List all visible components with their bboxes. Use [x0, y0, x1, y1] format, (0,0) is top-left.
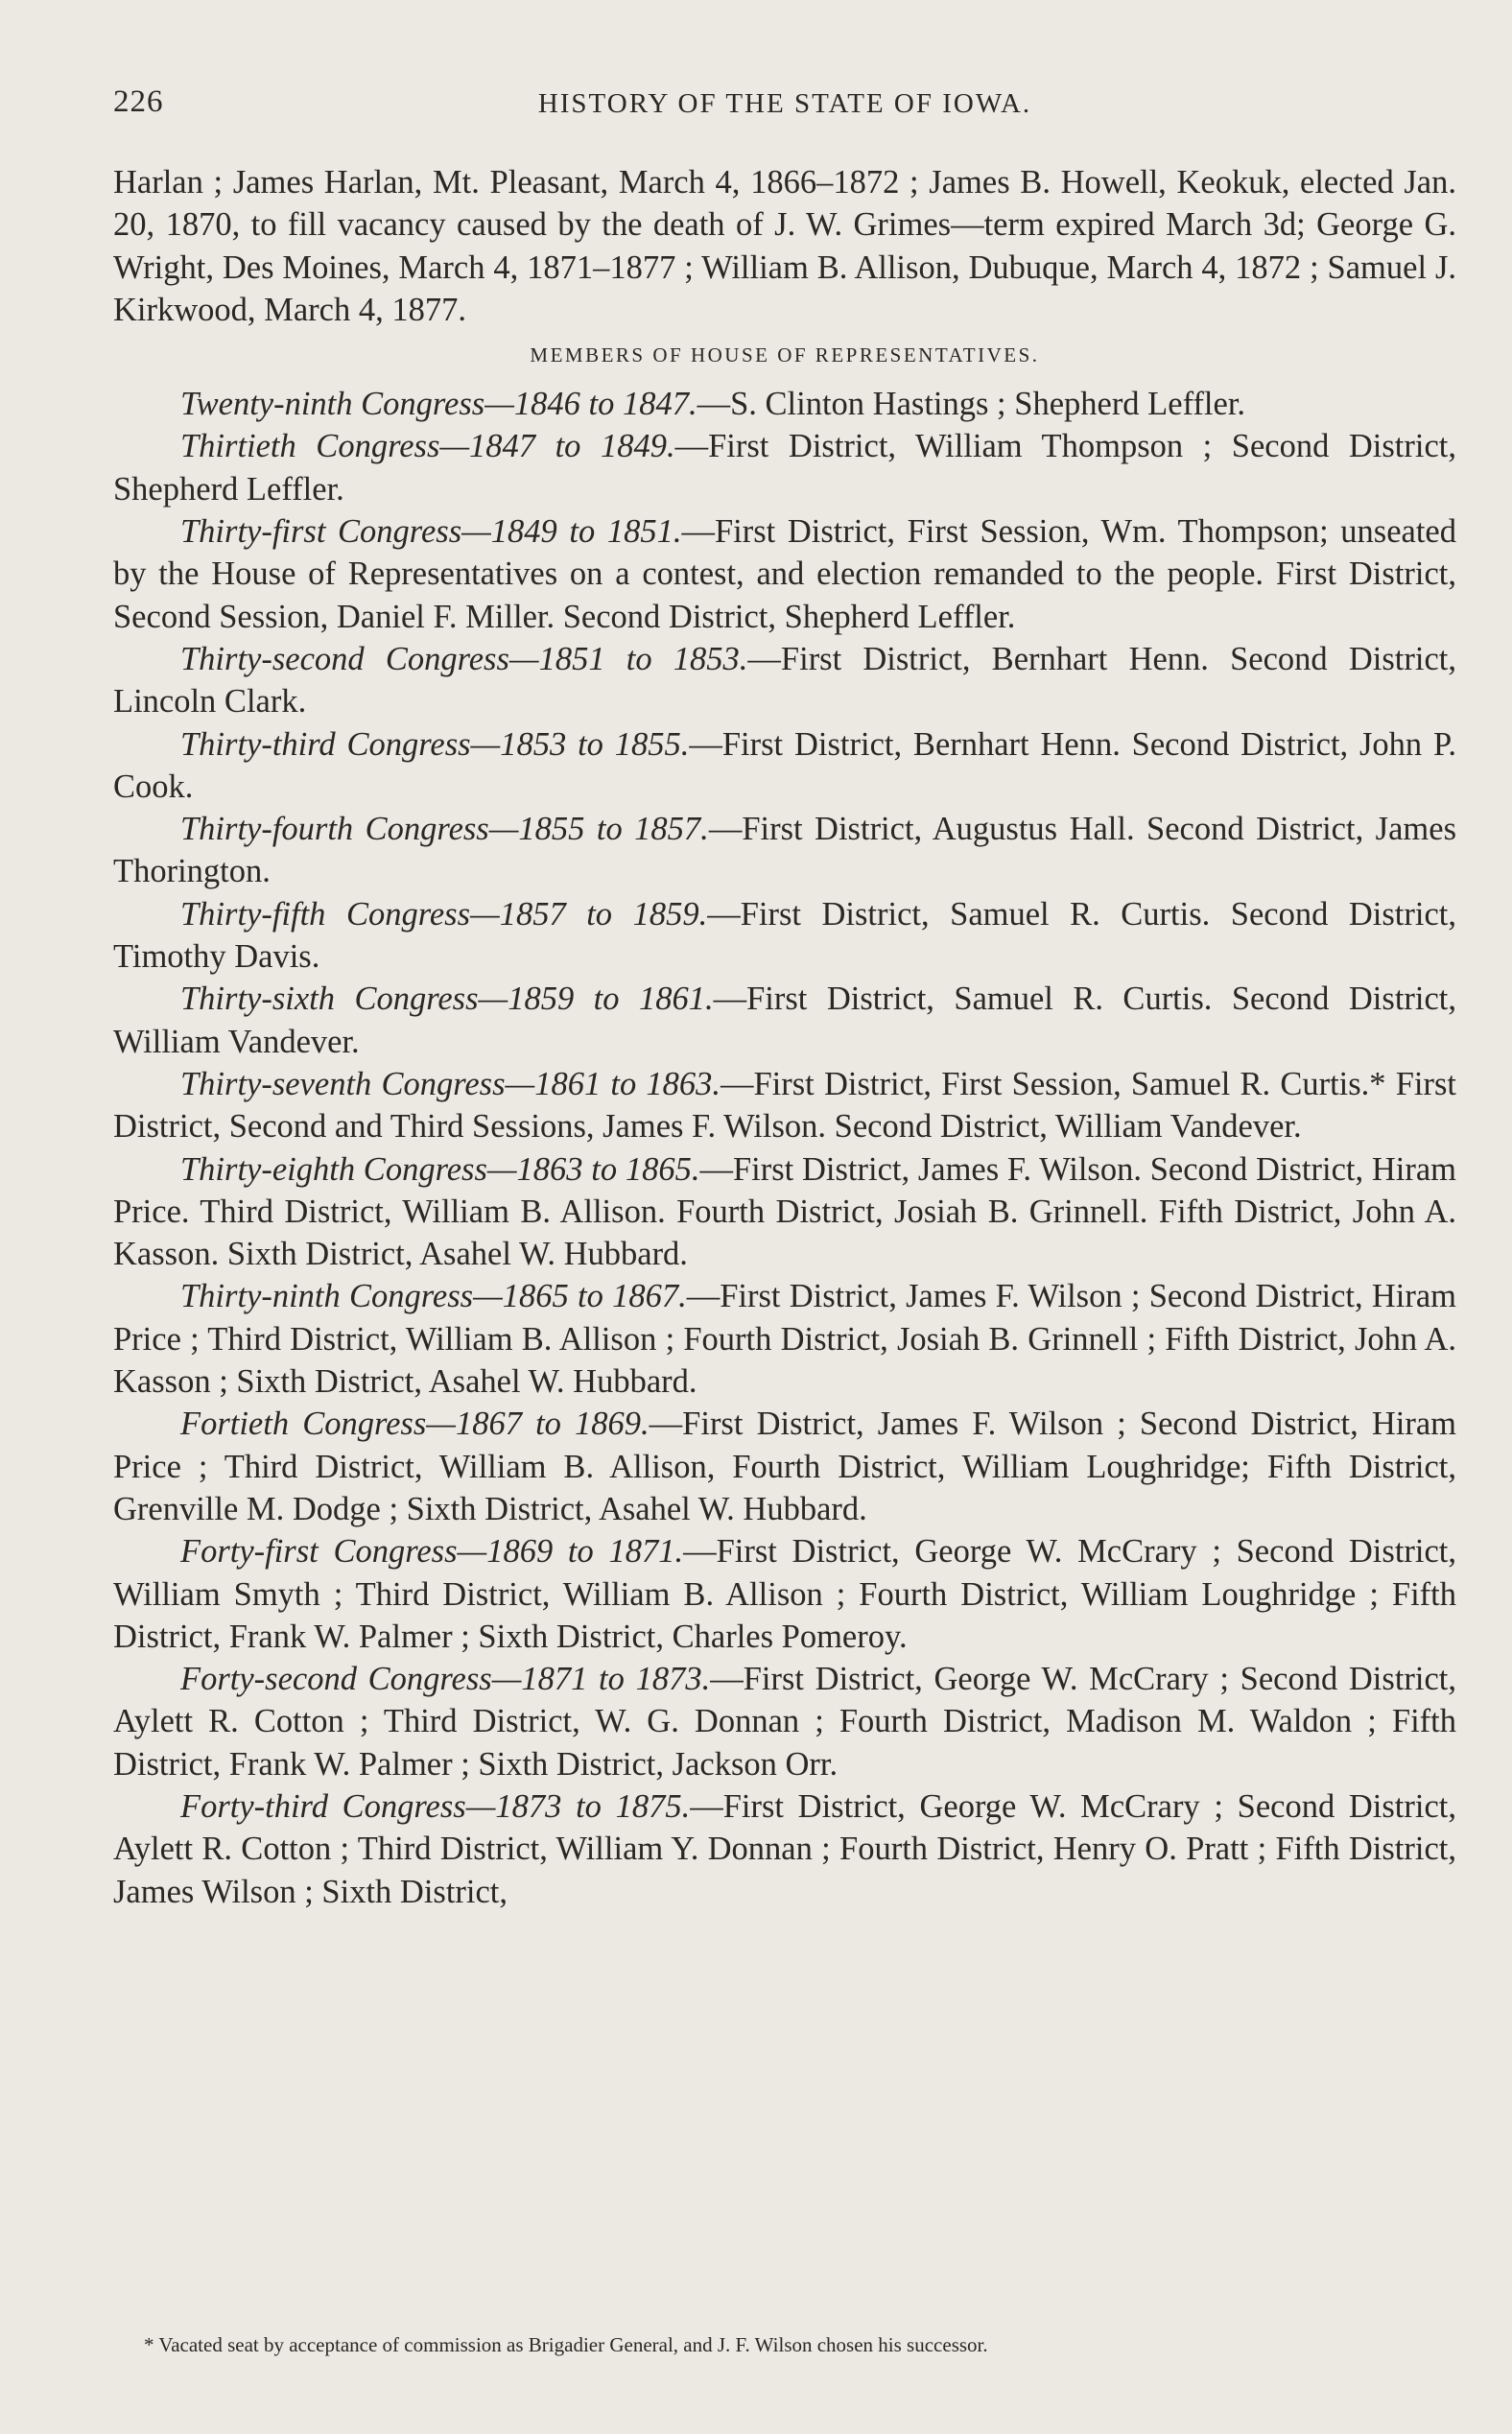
- congress-title: Twenty-ninth Congress—1846 to 1847.: [180, 386, 697, 423]
- congress-members: —First District, George W. McCrary ; Second District, Aylett R. Cotton ; Third District, W. G. Donnan ; Fourth District, Madison M. Waldon ; Fifth District, Frank W. Palmer ; Sixth District, Jackson Orr.: [113, 1661, 1457, 1783]
- congress-entry: [113, 510, 1456, 638]
- congress-title: Forty-first Congress—1869 to 1871.: [180, 1533, 684, 1571]
- congress-entry: [113, 425, 1456, 510]
- congress-members: —First District, Bernhart Henn. Second District, John P. Cook.: [113, 725, 1456, 805]
- congress-members: —First District, George W. McCrary ; Second District, Aylett R. Cotton ; Third District, William Y. Donnan ; Fourth District, Henry O. Pratt ; Fifth District, James Wilson ; Sixth District,: [113, 1787, 1456, 1910]
- congress-members: —S. Clinton Hastings ; Shepherd Leffler.: [697, 386, 1246, 423]
- footnote: * Vacated seat by acceptance of commission as Brigadier General, and J. F. Wilson chosen his successor.: [144, 2333, 988, 2356]
- congress-members: —First District, James F. Wilson ; Second District, Hiram Price ; Third District, William B. Allison ; Fourth District, Josiah B. Grinnell ; Fifth District, John A. Kasson ; Sixth District, Asahel W. Hubbard.: [113, 1278, 1456, 1401]
- congress-title: Thirty-seventh Congress—1861 to 1863.: [180, 1065, 721, 1102]
- congress-entry: [113, 893, 1456, 979]
- congress-title: Thirty-second Congress—1851 to 1853.: [180, 640, 748, 677]
- congress-members: —First District, William Thompson ; Second District, Shepherd Leffler.: [113, 428, 1456, 508]
- congress-members: —First District, Samuel R. Curtis. Second District, Timothy Davis.: [113, 895, 1456, 976]
- congress-members: —First District, James F. Wilson. Second District, Hiram Price. Third District, William B. Allison. Fourth District, Josiah B. Grinnell. Fifth District, John A. Kasson. Sixth District, Asahel W. Hubbard.: [113, 1150, 1456, 1273]
- congress-title: Thirty-fifth Congress—1857 to 1859.: [180, 895, 708, 933]
- congress-entry: [113, 1658, 1456, 1785]
- congress-members: —First District, James F. Wilson ; Second District, Hiram Price ; Third District, William B. Allison, Fourth District, William Loughridge; Fifth District, Grenville M. Dodge ; Sixth District, Asahel W. Hubbard.: [113, 1406, 1456, 1527]
- congress-entry: [113, 1785, 1456, 1913]
- congress-title: Thirty-fourth Congress—1855 to 1857.: [180, 811, 709, 848]
- body-text: [113, 161, 1456, 1913]
- congress-members: —First District, Augustus Hall. Second District, James Thorington.: [113, 811, 1456, 890]
- congress-title: Thirty-first Congress—1849 to 1851.: [180, 513, 682, 551]
- congress-entry: [113, 1063, 1456, 1148]
- congress-title: Forty-third Congress—1873 to 1875.: [180, 1787, 691, 1825]
- congress-title: Fortieth Congress—1867 to 1869.: [180, 1406, 650, 1443]
- congress-entry: [113, 638, 1456, 723]
- congress-title: Forty-second Congress—1871 to 1873.: [180, 1661, 711, 1698]
- congress-entry: [113, 1530, 1456, 1658]
- congress-entry: [113, 1403, 1456, 1530]
- intro-paragraph: Harlan ; James Harlan, Mt. Pleasant, March 4, 1866–1872 ; James B. Howell, Keokuk, elected Jan. 20, 1870, to fill vacancy caused by the death of J. W. Grimes—term expired March 3d; George G. Wright, Des Moines, March 4, 1871–1877 ; William B. Allison, Dubuque, March 4, 1872 ; Samuel J. Kirkwood, March 4, 1877.: [113, 164, 1456, 328]
- congress-entry: [113, 723, 1456, 809]
- section-heading: MEMBERS OF HOUSE OF REPRESENTATIVES.: [530, 343, 1040, 367]
- congress-entry: [113, 383, 1456, 425]
- congress-entry: [113, 808, 1456, 893]
- congress-title: Thirty-eighth Congress—1863 to 1865.: [180, 1150, 700, 1188]
- congress-entry: [113, 1275, 1456, 1403]
- congress-entry: [113, 978, 1456, 1063]
- congress-members: —First District, George W. McCrary ; Second District, William Smyth ; Third District, William B. Allison ; Fourth District, William Loughridge ; Fifth District, Frank W. Palmer ; Sixth District, Charles Pomeroy.: [113, 1533, 1457, 1655]
- congress-entry: [113, 1148, 1456, 1276]
- congress-title: Thirty-ninth Congress—1865 to 1867.: [180, 1278, 687, 1315]
- congress-members: —First District, Bernhart Henn. Second District, Lincoln Clark.: [113, 640, 1456, 721]
- page-number: 226: [113, 84, 164, 119]
- congress-title: Thirty-third Congress—1853 to 1855.: [180, 725, 690, 763]
- congress-members: —First District, First Session, Wm. Thompson; unseated by the House of Representatives on a contest, and election remanded to the people. First District, Second Session, Daniel F. Miller. Second District, Shepherd Leffler.: [113, 513, 1456, 635]
- page-header: [113, 84, 1456, 123]
- congress-title: Thirty-sixth Congress—1859 to 1861.: [180, 981, 714, 1018]
- congress-title: Thirtieth Congress—1847 to 1849.: [180, 428, 675, 465]
- running-head: HISTORY OF THE STATE OF IOWA.: [537, 88, 1032, 119]
- congress-members: —First District, Samuel R. Curtis. Second District, William Vandever.: [113, 981, 1456, 1060]
- congress-members: —First District, First Session, Samuel R. Curtis.* First District, Second and Third Sessions, James F. Wilson. Second District, William Vandever.: [113, 1065, 1456, 1146]
